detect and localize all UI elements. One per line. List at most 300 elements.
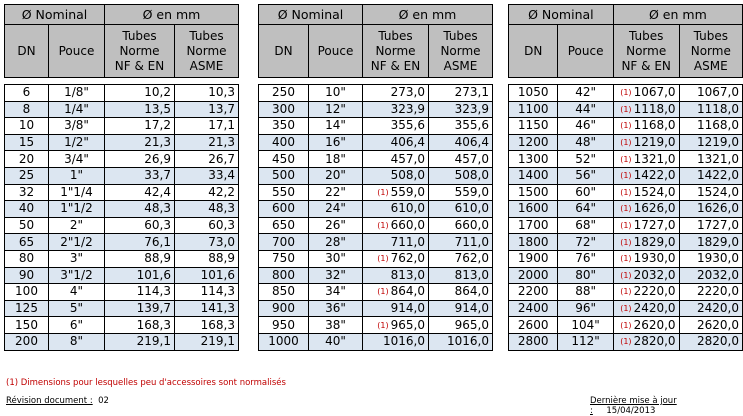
table-row (509, 234, 743, 251)
cell-dn: 1800 (509, 234, 558, 251)
note-marker: (1) (620, 121, 632, 131)
cell-asme: 13,7 (175, 101, 239, 118)
header-nf-en (105, 25, 175, 78)
cell-asme: 1829,0 (679, 234, 742, 251)
cell-nf-en (613, 267, 679, 284)
cell-pouce: 8" (49, 333, 105, 350)
cell-nf-value: 323,9 (390, 101, 425, 116)
cell-nf-en (105, 101, 175, 118)
table-row (259, 201, 493, 218)
cell-asme: 914,0 (429, 300, 493, 317)
cell-nf-en (613, 234, 679, 251)
cell-asme: 73,0 (175, 234, 239, 251)
cell-pouce: 1/8" (49, 85, 105, 102)
cell-nf-en (613, 217, 679, 234)
table-row (259, 267, 493, 284)
cell-pouce: 104" (558, 317, 613, 334)
cell-dn: 2800 (509, 333, 558, 350)
spacer-cell (363, 78, 429, 85)
cell-pouce: 3/8" (49, 118, 105, 135)
table-row (509, 317, 743, 334)
note-marker: (1) (377, 221, 389, 231)
cell-pouce: 4" (49, 284, 105, 301)
cell-dn: 1900 (509, 250, 558, 267)
cell-nf-value: 2032,0 (633, 267, 676, 282)
cell-asme: 2220,0 (679, 284, 742, 301)
header-dn: DN (259, 25, 309, 78)
cell-asme: 10,3 (175, 85, 239, 102)
cell-dn: 750 (259, 250, 309, 267)
cell-nf-en (363, 250, 429, 267)
cell-pouce: 72" (558, 234, 613, 251)
cell-dn: 80 (5, 250, 49, 267)
cell-asme: 1422,0 (679, 167, 742, 184)
cell-pouce: 68" (558, 217, 613, 234)
cell-dn: 100 (5, 284, 49, 301)
cell-nf-value: 1016,0 (383, 334, 425, 349)
cell-asme: 26,7 (175, 151, 239, 168)
cell-pouce: 76" (558, 250, 613, 267)
cell-nf-value: 1930,0 (633, 251, 676, 266)
cell-asme: 114,3 (175, 284, 239, 301)
cell-dn: 400 (259, 134, 309, 151)
cell-asme: 101,6 (175, 267, 239, 284)
cell-asme: 508,0 (429, 167, 493, 184)
table-row (5, 85, 239, 102)
header-mm: Ø en mm (363, 5, 493, 25)
note-marker: (1) (620, 320, 632, 330)
update-label: Dernière mise à jour : (590, 396, 677, 416)
cell-pouce: 38" (309, 317, 363, 334)
cell-pouce: 46" (558, 118, 613, 135)
cell-asme: 2820,0 (679, 333, 742, 350)
table-row (5, 184, 239, 201)
cell-pouce: 10" (309, 85, 363, 102)
cell-nf-value: 48,3 (144, 201, 171, 216)
cell-nf-en (613, 300, 679, 317)
table-row (509, 184, 743, 201)
note-marker: (1) (620, 138, 632, 148)
table-row (259, 167, 493, 184)
cell-nf-value: 139,7 (136, 301, 171, 316)
cell-asme: 762,0 (429, 250, 493, 267)
table-row (259, 151, 493, 168)
cell-nf-value: 660,0 (390, 218, 425, 233)
cell-asme: 42,2 (175, 184, 239, 201)
cell-asme: 1118,0 (679, 101, 742, 118)
table-row (5, 134, 239, 151)
cell-pouce: 2"1/2 (49, 234, 105, 251)
note-marker: (1) (620, 88, 632, 98)
cell-pouce: 16" (309, 134, 363, 151)
cell-asme: 168,3 (175, 317, 239, 334)
cell-pouce: 3/4" (49, 151, 105, 168)
cell-asme: 2620,0 (679, 317, 742, 334)
header-asme (175, 25, 239, 78)
header-nf-line: NF & EN (114, 58, 165, 73)
cell-asme: 1524,0 (679, 184, 742, 201)
cell-asme: 88,9 (175, 250, 239, 267)
spacer-cell (309, 78, 363, 85)
table-row (259, 118, 493, 135)
table-row (509, 151, 743, 168)
cell-pouce: 3"1/2 (49, 267, 105, 284)
cell-nf-value: 355,6 (390, 118, 425, 133)
cell-nf-value: 1321,0 (633, 151, 676, 166)
cell-nf-value: 864,0 (390, 284, 425, 299)
spacer-cell (429, 78, 493, 85)
table-row (509, 217, 743, 234)
cell-nf-value: 42,4 (144, 184, 171, 199)
table-row (259, 333, 493, 350)
table-row (5, 118, 239, 135)
header-dn: DN (5, 25, 49, 78)
cell-pouce: 48" (558, 134, 613, 151)
table-row (509, 267, 743, 284)
dimension-table-2 (258, 4, 493, 351)
revision-info (6, 396, 109, 406)
header-asme-line: Tubes (443, 28, 478, 43)
cell-nf-value: 219,1 (136, 334, 171, 349)
cell-nf-en (363, 167, 429, 184)
cell-nf-en (105, 217, 175, 234)
cell-pouce: 28" (309, 234, 363, 251)
cell-nf-value: 1118,0 (633, 101, 676, 116)
cell-pouce: 56" (558, 167, 613, 184)
cell-pouce: 64" (558, 201, 613, 218)
header-pouce: Pouce (49, 25, 105, 78)
cell-pouce: 30" (309, 250, 363, 267)
cell-asme: 323,9 (429, 101, 493, 118)
note-marker: (1) (620, 254, 632, 264)
cell-dn: 1500 (509, 184, 558, 201)
table-row (5, 300, 239, 317)
cell-pouce: 1/2" (49, 134, 105, 151)
header-nf-line: Tubes (122, 28, 157, 43)
table-row (5, 333, 239, 350)
cell-pouce: 26" (309, 217, 363, 234)
cell-nf-en (105, 300, 175, 317)
cell-asme: 2032,0 (679, 267, 742, 284)
cell-pouce: 96" (558, 300, 613, 317)
table-row (259, 234, 493, 251)
cell-nf-value: 813,0 (390, 267, 425, 282)
cell-nf-en (105, 85, 175, 102)
cell-pouce: 32" (309, 267, 363, 284)
cell-nf-en (105, 201, 175, 218)
header-asme-line: Tubes (693, 28, 728, 43)
cell-nf-value: 457,0 (390, 151, 425, 166)
table-row (259, 284, 493, 301)
cell-dn: 2000 (509, 267, 558, 284)
cell-dn: 550 (259, 184, 309, 201)
cell-nf-value: 88,9 (144, 251, 171, 266)
note-marker: (1) (620, 171, 632, 181)
cell-dn: 450 (259, 151, 309, 168)
cell-nf-en (363, 333, 429, 350)
cell-pouce: 44" (558, 101, 613, 118)
cell-dn: 150 (5, 317, 49, 334)
cell-dn: 1100 (509, 101, 558, 118)
table-row (259, 217, 493, 234)
cell-nf-en (105, 151, 175, 168)
cell-asme: 406,4 (429, 134, 493, 151)
table-row (5, 267, 239, 284)
table-row (5, 101, 239, 118)
cell-dn: 1200 (509, 134, 558, 151)
footnote: (1) Dimensions pour lesquelles peu d'accessoires sont normalisés (6, 378, 286, 388)
spacer-cell (5, 78, 49, 85)
spacer-cell (558, 78, 613, 85)
header-nominal: Ø Nominal (5, 5, 105, 25)
cell-pouce: 18" (309, 151, 363, 168)
header-asme-line: ASME (443, 58, 478, 73)
note-marker: (1) (620, 154, 632, 164)
note-marker: (1) (620, 104, 632, 114)
header-nf-line: Norme (375, 43, 416, 58)
cell-dn: 1050 (509, 85, 558, 102)
header-nf-line: Tubes (378, 28, 413, 43)
header-dn: DN (509, 25, 558, 78)
cell-nf-en (105, 134, 175, 151)
cell-pouce: 24" (309, 201, 363, 218)
cell-asme: 1168,0 (679, 118, 742, 135)
cell-dn: 20 (5, 151, 49, 168)
cell-nf-en (363, 234, 429, 251)
cell-nf-value: 168,3 (136, 317, 171, 332)
cell-asme: 610,0 (429, 201, 493, 218)
cell-nf-value: 10,2 (144, 85, 171, 100)
cell-dn: 500 (259, 167, 309, 184)
note-marker: (1) (620, 237, 632, 247)
cell-nf-value: 1626,0 (633, 201, 676, 216)
cell-asme: 1930,0 (679, 250, 742, 267)
cell-nf-value: 76,1 (144, 234, 171, 249)
cell-nf-value: 273,0 (390, 85, 425, 100)
cell-nf-en (613, 101, 679, 118)
cell-nf-en (363, 300, 429, 317)
cell-asme: 711,0 (429, 234, 493, 251)
cell-asme: 273,1 (429, 85, 493, 102)
cell-dn: 125 (5, 300, 49, 317)
cell-pouce: 3" (49, 250, 105, 267)
cell-dn: 90 (5, 267, 49, 284)
table-row (5, 167, 239, 184)
table-row (259, 85, 493, 102)
cell-asme: 813,0 (429, 267, 493, 284)
header-asme-line: ASME (693, 58, 728, 73)
cell-dn: 650 (259, 217, 309, 234)
table-row (509, 284, 743, 301)
header-mm: Ø en mm (105, 5, 239, 25)
cell-nf-value: 26,9 (144, 151, 171, 166)
cell-asme: 17,1 (175, 118, 239, 135)
note-marker: (1) (620, 221, 632, 231)
cell-dn: 1000 (259, 333, 309, 350)
cell-asme: 60,3 (175, 217, 239, 234)
spacer-cell (259, 78, 309, 85)
cell-dn: 850 (259, 284, 309, 301)
header-mm: Ø en mm (613, 5, 742, 25)
header-nominal: Ø Nominal (509, 5, 614, 25)
cell-nf-value: 1727,0 (633, 218, 676, 233)
cell-dn: 1600 (509, 201, 558, 218)
cell-nf-value: 13,5 (144, 101, 171, 116)
cell-asme: 660,0 (429, 217, 493, 234)
cell-pouce: 1"1/4 (49, 184, 105, 201)
cell-nf-en (363, 118, 429, 135)
header-nf-line: Tubes (628, 28, 664, 43)
cell-nf-value: 114,3 (136, 284, 171, 299)
cell-nf-en (363, 85, 429, 102)
header-nf-line: NF & EN (621, 58, 671, 73)
table-row (509, 333, 743, 350)
table-row (259, 250, 493, 267)
cell-nf-en (363, 284, 429, 301)
cell-pouce: 22" (309, 184, 363, 201)
cell-nf-en (363, 317, 429, 334)
cell-nf-value: 1067,0 (633, 85, 676, 100)
cell-nf-value: 965,0 (390, 317, 425, 332)
dimension-table-1 (4, 4, 239, 351)
note-marker: (1) (620, 187, 632, 197)
cell-dn: 8 (5, 101, 49, 118)
cell-asme: 559,0 (429, 184, 493, 201)
table-row (5, 151, 239, 168)
table-row (259, 184, 493, 201)
cell-pouce: 52" (558, 151, 613, 168)
cell-nf-en (613, 201, 679, 218)
spacer-cell (613, 78, 679, 85)
cell-pouce: 42" (558, 85, 613, 102)
cell-dn: 25 (5, 167, 49, 184)
cell-asme: 1067,0 (679, 85, 742, 102)
note-marker: (1) (620, 304, 632, 314)
cell-pouce: 1" (49, 167, 105, 184)
cell-nf-en (613, 284, 679, 301)
cell-pouce: 60" (558, 184, 613, 201)
revision-label: Révision document : (6, 396, 93, 406)
cell-nf-value: 406,4 (390, 135, 425, 150)
cell-pouce: 34" (309, 284, 363, 301)
note-marker: (1) (377, 287, 389, 297)
table-row (5, 234, 239, 251)
cell-nf-value: 17,2 (144, 118, 171, 133)
table-row (509, 101, 743, 118)
cell-nf-en (613, 333, 679, 350)
table-row (259, 300, 493, 317)
cell-dn: 950 (259, 317, 309, 334)
cell-pouce: 6" (49, 317, 105, 334)
revision-value: 02 (98, 396, 109, 406)
cell-dn: 1150 (509, 118, 558, 135)
cell-asme: 1219,0 (679, 134, 742, 151)
cell-dn: 800 (259, 267, 309, 284)
cell-dn: 200 (5, 333, 49, 350)
note-marker: (1) (620, 287, 632, 297)
note-marker: (1) (620, 270, 632, 280)
spacer-cell (105, 78, 175, 85)
cell-nf-en (105, 333, 175, 350)
cell-nf-value: 2820,0 (633, 334, 676, 349)
cell-pouce: 40" (309, 333, 363, 350)
cell-asme: 1727,0 (679, 217, 742, 234)
cell-pouce: 1"1/2 (49, 201, 105, 218)
cell-asme: 864,0 (429, 284, 493, 301)
cell-nf-en (105, 250, 175, 267)
cell-pouce: 20" (309, 167, 363, 184)
table-row (5, 201, 239, 218)
cell-dn: 50 (5, 217, 49, 234)
note-marker: (1) (377, 187, 389, 197)
spacer-cell (175, 78, 239, 85)
cell-asme: 1321,0 (679, 151, 742, 168)
cell-nf-value: 2220,0 (633, 284, 676, 299)
cell-nf-en (105, 118, 175, 135)
cell-nf-en (613, 317, 679, 334)
cell-nf-value: 508,0 (390, 168, 425, 183)
cell-asme: 21,3 (175, 134, 239, 151)
cell-dn: 10 (5, 118, 49, 135)
note-marker: (1) (620, 337, 632, 347)
cell-dn: 350 (259, 118, 309, 135)
cell-nf-value: 33,7 (144, 168, 171, 183)
table-row (509, 201, 743, 218)
cell-nf-en (613, 85, 679, 102)
table-row (5, 284, 239, 301)
cell-nf-value: 559,0 (390, 184, 425, 199)
cell-nf-en (613, 184, 679, 201)
note-marker: (1) (377, 320, 389, 330)
cell-nf-en (105, 267, 175, 284)
cell-pouce: 80" (558, 267, 613, 284)
cell-nf-value: 762,0 (390, 251, 425, 266)
cell-asme: 1626,0 (679, 201, 742, 218)
cell-dn: 300 (259, 101, 309, 118)
cell-nf-value: 914,0 (390, 301, 425, 316)
header-nf-line: Norme (626, 43, 667, 58)
table-row (509, 118, 743, 135)
cell-pouce: 112" (558, 333, 613, 350)
cell-nf-value: 1524,0 (633, 184, 676, 199)
cell-nf-value: 60,3 (144, 218, 171, 233)
table-row (509, 300, 743, 317)
table-row (509, 167, 743, 184)
update-info (590, 396, 743, 416)
cell-nf-en (613, 118, 679, 135)
header-asme (429, 25, 493, 78)
cell-nf-en (613, 151, 679, 168)
cell-nf-value: 711,0 (390, 234, 425, 249)
cell-nf-en (363, 267, 429, 284)
cell-nf-en (105, 234, 175, 251)
note-marker: (1) (377, 254, 389, 264)
cell-dn: 600 (259, 201, 309, 218)
cell-nf-en (105, 317, 175, 334)
cell-nf-en (105, 284, 175, 301)
cell-asme: 48,3 (175, 201, 239, 218)
cell-asme: 1016,0 (429, 333, 493, 350)
header-nf-line: NF & EN (370, 58, 421, 73)
spacer-cell (49, 78, 105, 85)
cell-nf-value: 1219,0 (633, 135, 676, 150)
cell-dn: 1300 (509, 151, 558, 168)
spacer-cell (679, 78, 742, 85)
table-row (509, 134, 743, 151)
table-row (259, 134, 493, 151)
cell-nf-en (613, 250, 679, 267)
cell-asme: 965,0 (429, 317, 493, 334)
